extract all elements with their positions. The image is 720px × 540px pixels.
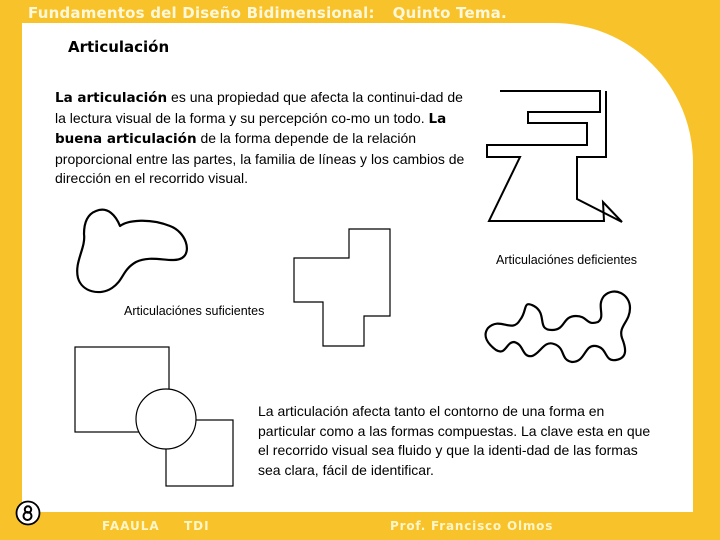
blob-shape — [77, 210, 187, 292]
closing-paragraph: La articulación afecta tanto el contorno de una forma en particular como a las formas compuestas. La clave esta en que el recorrido visual sea fluido y que la identi-dad de las formas sea clara, fácil de identificar. — [258, 403, 651, 478]
angular-deficient-shape — [487, 91, 622, 222]
intro-text-1: es una propiedad que afecta la continui-dad de la lectura visual de la forma y su percepción co-mo un todo. — [55, 89, 463, 126]
wavy-deficient-shape — [486, 292, 630, 362]
stepped-cross-shape — [294, 229, 390, 346]
footer-org: FAAULA — [102, 519, 160, 533]
topic-title: Quinto Tema. — [392, 4, 507, 22]
intro-bold-term-2: La buena articulación — [55, 110, 447, 147]
footer-dept: TDI — [184, 519, 210, 533]
caption-sufficient: Articulaciónes suficientes — [124, 304, 265, 318]
slide-heading: Articulación — [68, 38, 170, 56]
faaula-logo-icon — [15, 500, 41, 526]
footer-professor: Prof. Francisco Olmos — [390, 519, 554, 533]
intro-text-2: de la forma depende de la relación proporcional entre las partes, la familia de líneas y los cambios de dirección en el recorrido visual. — [55, 130, 465, 186]
center-circle — [136, 389, 196, 449]
intro-bold-term: La articulación — [55, 90, 168, 106]
course-title: Fundamentos del Diseño Bidimensional: — [28, 4, 375, 22]
caption-deficient: Articulaciónes deficientes — [496, 253, 638, 267]
